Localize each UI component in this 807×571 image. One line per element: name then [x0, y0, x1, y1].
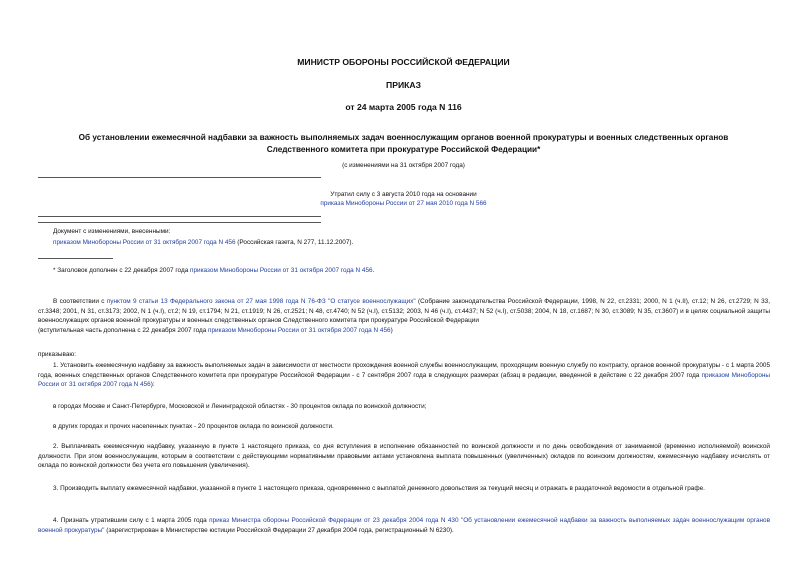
footnote-end: . — [372, 267, 375, 274]
item-2-paragraph: 2. Выплачивать ежемесячную надбавку, указанную в пункте 1 настоящего приказа, со дня вступления в исполнение обязанностей по воинской должности и по день освобождения от занимаемой (временно исполняемой) воинской должности. При этом военнослужащим, которым в соответствии с действующими нормативными правовыми актами установлена выплата повышенных (увеличенных) окладов по воинским должностям, ежемесячную надбавку исчислять от оклада по воинской должности без учета его повышения (увеличения). — [38, 443, 770, 470]
divider — [38, 216, 321, 217]
doc-type-heading: ПРИКАЗ — [386, 80, 421, 90]
changes-source: (Российская газета, N 277, 11.12.2007). — [235, 239, 354, 247]
item-4-end: (зарегистрирован в Министерстве юстиции Российской Федерации 27 декабря 2004 года, регистрационный N 6230). — [104, 526, 454, 534]
preamble-paragraph — [38, 297, 770, 335]
footnote — [53, 266, 773, 275]
status-note-text: Утратил силу с 3 августа 2010 года на основании — [330, 191, 477, 198]
status-note-link[interactable]: приказа Минобороны России от 27 мая 2010 года N 566 — [320, 200, 487, 208]
changes-link[interactable]: приказом Минобороны России от 31 октября 2007 года N 456 — [53, 239, 236, 247]
preamble-text-4: ) — [390, 326, 393, 334]
item-4-text: 4. Признать утратившим силу с 1 марта 2005 года — [53, 517, 210, 524]
title-line-1: Об установлении ежемесячной надбавки за важность выполняемых задач военнослужащим органов военной прокуратуры и военных следственных органов — [78, 133, 729, 142]
preamble-text-3: (вступительная часть дополнена с 22 декабря 2007 года — [38, 326, 209, 334]
amendments-note: (с изменениями на 31 октября 2007 года) — [342, 162, 465, 169]
item-4-link[interactable]: приказ Министра обороны Российской Федерации от 23 декабря 2004 года N 430 "Об установлении ежемесячной надбавки за важность выполняемых задач военнослужащим органов военной прокуратуры" — [38, 517, 770, 534]
preamble-law-link[interactable]: пунктом 9 статьи 13 Федерального закона от 27 мая 1998 года N 76-ФЗ "О статусе военнослужащих" — [106, 298, 416, 305]
item-1-end: ): — [150, 381, 155, 389]
document-title — [0, 132, 807, 156]
preamble-order-link[interactable]: приказом Минобороны России от 31 октября 2007 года N 456 — [208, 326, 391, 334]
preamble-text-2: (Собрание законодательства Российской Федерации, 1998, N 22, ст.2331; 2000, N 1 (ч.II), ст.12; N 26, ст.2729; N 33, ст.3348; 2001, N 31, ст.3173; 2002, N 1 (ч.I), ст.2; N 19, ст.1794; N 21, ст.1919; N 26, ст.2521; N 48, ст.4740; N 52 (ч.I), ст.5132; 2003, N 46 (ч.I), ст.4437; N 52 (ч.I), ст.5038; 2004, N 18, ст.1687; N 30, ст.3089; N 35, ст.3607) и в целях социальной защиты военнослужащих органов военной прокуратуры и военных следственных органов Следственного комитета при прокуратуре Российской Федерации — [38, 298, 770, 325]
item-3-paragraph: 3. Производить выплату ежемесячной надбавки, указанной в пункте 1 настоящего приказа, одновременно с выплатой денежного довольствия за текущий месяц и отражать в раздаточной ведомости в отдельной графе. — [53, 485, 705, 492]
item-4-paragraph — [38, 516, 770, 535]
status-note — [0, 190, 807, 209]
title-line-2: Следственного комитета при прокуратуре Российской Федерации* — [266, 145, 541, 154]
item-1-link[interactable]: приказом Минобороны России от 31 октября 2007 года N 456 — [38, 371, 770, 389]
divider — [38, 258, 113, 259]
footnote-text: * Заголовок дополнен с 22 декабря 2007 года — [53, 267, 191, 274]
preamble-text-1: В соответствии с — [53, 298, 107, 305]
changes-label: Документ с изменениями, внесенными: — [53, 228, 171, 235]
item-1-text: 1. Установить ежемесячную надбавку за важность выполняемых задач в зависимости от местности прохождения военной службы военнослужащим, проходящим военную службу по контракту, органов военной прокуратуры - с 1 марта 2005 года, военных следственных органов Следственного комитета при прокуратуре Российской Федерации - с 7 сентября 2007 года в следующих размерах (абзац в редакции, введенной в действие с 22 декабря 2007 года — [38, 362, 770, 379]
item-1a-paragraph: в городах Москве и Санкт-Петербурге, Московской и Ленинградской областях - 30 процентов оклада по воинской должности; — [53, 403, 427, 410]
item-1b-paragraph: в других городах и прочих населенных пунктах - 20 процентов оклада по воинской должности. — [53, 423, 334, 430]
divider — [38, 222, 321, 223]
divider — [38, 177, 321, 178]
date-number-heading: от 24 марта 2005 года N 116 — [345, 102, 462, 112]
footnote-link[interactable]: приказом Минобороны России от 31 октября 2007 года N 456 — [190, 267, 373, 274]
changes-block — [53, 227, 753, 248]
order-word: приказываю: — [38, 351, 76, 358]
ministry-heading: МИНИСТР ОБОРОНЫ РОССИЙСКОЙ ФЕДЕРАЦИИ — [297, 57, 510, 67]
item-1-paragraph — [38, 361, 770, 390]
